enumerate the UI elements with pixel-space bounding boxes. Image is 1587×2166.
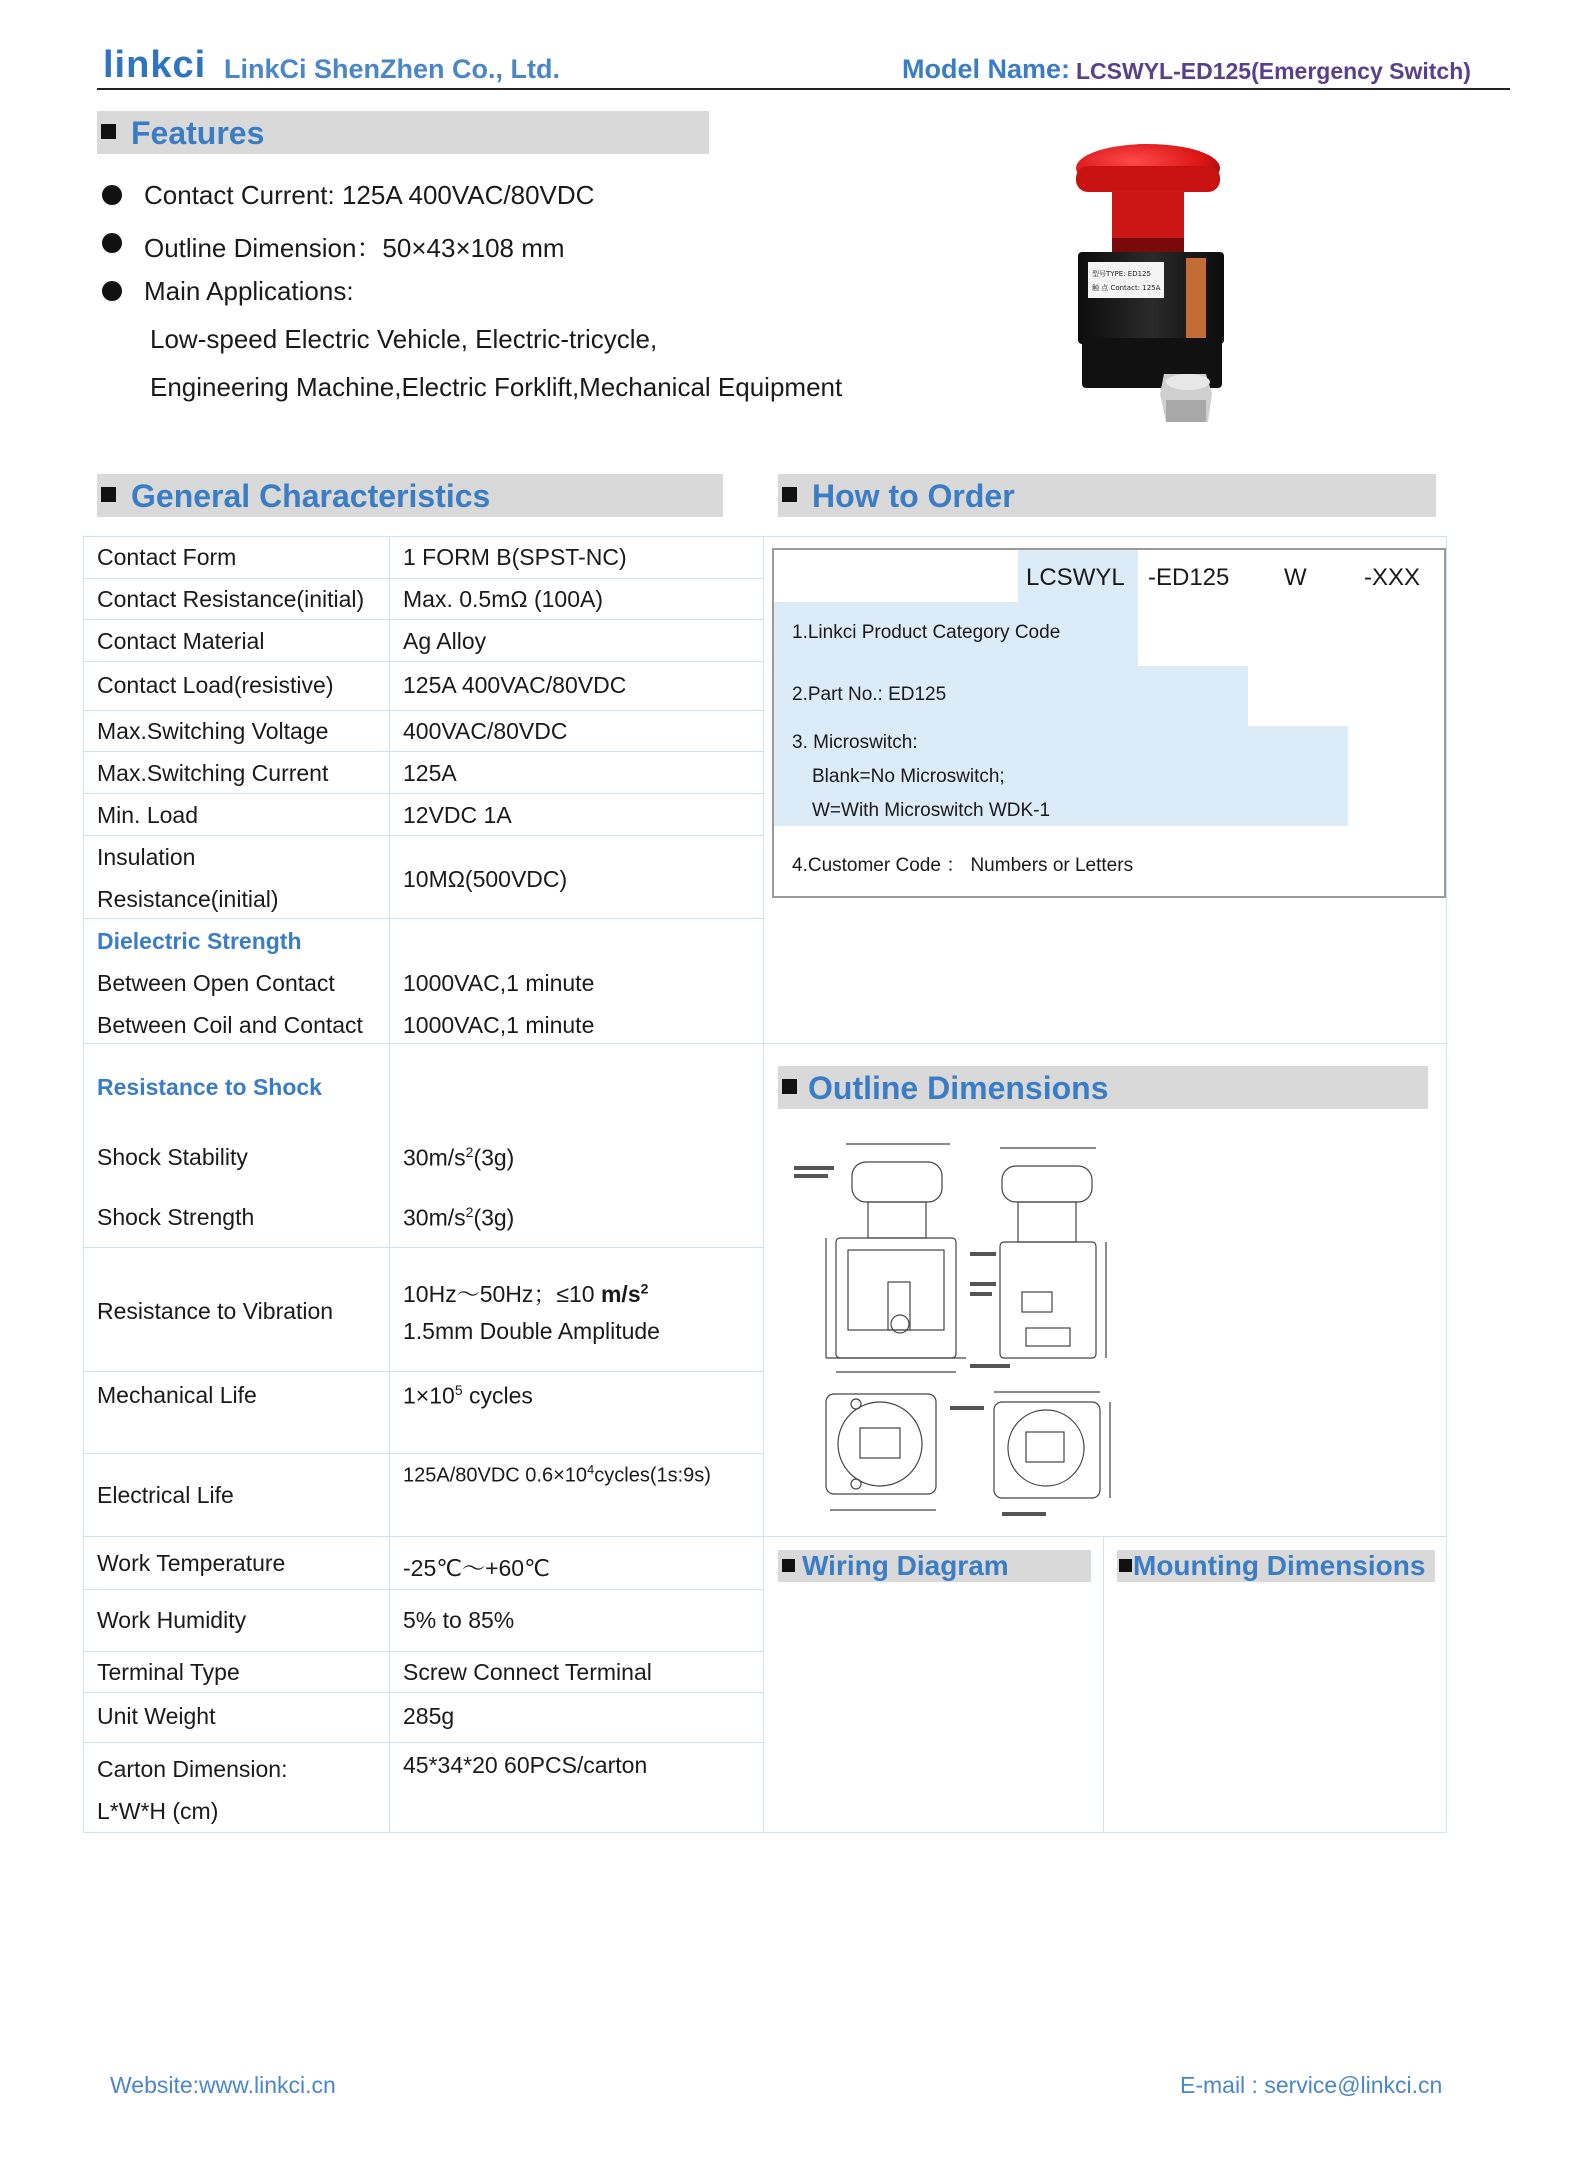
section-square-icon xyxy=(782,487,797,502)
feature-item: Main Applications: xyxy=(144,276,354,306)
order-code-part: W xyxy=(1284,564,1307,591)
spec-value: 125A/80VDC $0.6\times 10^4cycles(1s:9s)$ xyxy=(403,1462,711,1487)
spec-value: Max. 0.5mΩ (100A) xyxy=(403,586,603,612)
spec-label: Shock Stability xyxy=(97,1144,248,1170)
section-title: General Characteristics xyxy=(131,478,491,514)
how-to-order-box xyxy=(772,548,1446,898)
features-section-header xyxy=(97,111,709,154)
bullet-icon xyxy=(102,281,122,301)
spec-value: 10MΩ(500VDC) xyxy=(403,866,568,892)
section-square-icon xyxy=(101,487,116,502)
order-code-part: -ED125 xyxy=(1148,564,1230,591)
spec-label: Contact Material xyxy=(97,628,265,654)
spec-label: Insulation xyxy=(97,844,196,870)
spec-label: Max.Switching Voltage xyxy=(97,718,329,744)
spec-group-title: Dielectric Strength xyxy=(97,928,302,954)
order-section-header xyxy=(778,474,1436,517)
spec-label: Terminal Type xyxy=(97,1659,240,1685)
spec-label: Shock Strength xyxy=(97,1204,255,1230)
spec-label: Contact Form xyxy=(97,544,237,570)
spec-value: Ag Alloy xyxy=(403,628,487,654)
spec-label: Between Coil and Contact xyxy=(97,1012,363,1038)
spec-label: Between Open Contact xyxy=(97,970,335,996)
spec-label: Contact Load(resistive) xyxy=(97,672,334,698)
bullet-icon xyxy=(102,185,122,205)
footer-email[interactable]: E-mail : service@linkci.cn xyxy=(1180,2072,1443,2098)
spec-label: L*W*H (cm) xyxy=(97,1798,219,1824)
spec-value: 12VDC 1A xyxy=(403,802,512,828)
mounting-section-header xyxy=(1117,1550,1435,1582)
spec-value: $30m/s^2(3g)$ xyxy=(403,1204,515,1231)
spec-value: 1000VAC,1 minute xyxy=(403,1012,595,1038)
order-line: 4.Customer Code ： Numbers or Letters xyxy=(792,855,1134,876)
section-square-icon xyxy=(101,124,116,139)
spec-label: Max.Switching Current xyxy=(97,760,329,786)
spec-value: $1\times 10^5$ cycles xyxy=(403,1382,533,1409)
outline-section-header xyxy=(778,1066,1428,1109)
spec-value: Screw Connect Terminal xyxy=(403,1659,652,1685)
spec-value: -25℃～+60℃ xyxy=(403,1555,550,1581)
general-section-header xyxy=(97,474,723,517)
spec-value: 125A xyxy=(403,760,457,786)
product-label-line: 触 点 Contact: 125A xyxy=(1092,284,1161,292)
outline-dimensions-drawing xyxy=(790,1132,1120,1522)
spec-label: Electrical Life xyxy=(97,1482,234,1508)
company-name: LinkCi ShenZhen Co., Ltd. xyxy=(224,54,560,84)
spec-label: Carton Dimension: xyxy=(97,1756,288,1782)
spec-value: $30m/s^2(3g)$ xyxy=(403,1144,515,1171)
feature-item: Contact Current: 125A 400VAC/80VDC xyxy=(144,180,595,210)
product-photo xyxy=(1068,138,1236,426)
company-logo: linkci xyxy=(103,44,207,86)
spec-value: 400VAC/80VDC xyxy=(403,718,568,744)
footer-website[interactable]: Website:www.linkci.cn xyxy=(110,2072,336,2098)
section-square-icon xyxy=(782,1079,797,1094)
spec-label: Mechanical Life xyxy=(97,1382,257,1408)
section-title: Mounting Dimensions xyxy=(1133,1550,1426,1581)
order-line: Blank=No Microswitch; xyxy=(812,766,1005,787)
section-title: Features xyxy=(131,115,265,151)
order-code-part: LCSWYL xyxy=(1026,564,1125,591)
feature-item: Outline Dimension：50×43×108 mm xyxy=(144,233,565,263)
spec-label: Contact Resistance(initial) xyxy=(97,586,365,612)
model-name-value: LCSWYL-ED125(Emergency Switch) xyxy=(1076,58,1471,84)
spec-label: Min. Load xyxy=(97,802,199,828)
section-square-icon xyxy=(1119,1559,1132,1572)
section-square-icon xyxy=(782,1559,795,1572)
section-title: Wiring Diagram xyxy=(802,1550,1009,1581)
spec-value: 1.5mm Double Amplitude xyxy=(403,1318,660,1344)
header-rule xyxy=(97,88,1510,90)
section-title: Outline Dimensions xyxy=(808,1070,1109,1106)
spec-label: Work Temperature xyxy=(97,1550,286,1576)
spec-label: Work Humidity xyxy=(97,1607,247,1633)
spec-value: 5% to 85% xyxy=(403,1607,515,1633)
spec-value: 1000VAC,1 minute xyxy=(403,970,595,996)
spec-label: Unit Weight xyxy=(97,1703,216,1729)
order-line: W=With Microswitch WDK-1 xyxy=(812,800,1051,821)
spec-value: 1 FORM B(SPST-NC) xyxy=(403,544,627,570)
application-line: Engineering Machine,Electric Forklift,Mechanical Equipment xyxy=(150,372,843,402)
wiring-section-header xyxy=(778,1550,1091,1582)
spec-value: 125A 400VAC/80VDC xyxy=(403,672,627,698)
order-code-part: -XXX xyxy=(1364,564,1421,591)
spec-value: 45*34*20 60PCS/carton xyxy=(403,1752,648,1778)
spec-label: Resistance to Vibration xyxy=(97,1298,334,1324)
spec-group-title: Resistance to Shock xyxy=(97,1074,322,1100)
section-title: How to Order xyxy=(812,478,1015,514)
bullet-icon xyxy=(102,233,122,253)
product-label-line: 型号TYPE: ED125 xyxy=(1092,270,1151,278)
spec-label: Resistance(initial) xyxy=(97,886,279,912)
spec-value: 285g xyxy=(403,1703,455,1729)
spec-value: 10Hz～50Hz；≤10 $m/s^2$ xyxy=(403,1280,649,1307)
order-line: 2.Part No.: ED125 xyxy=(792,684,947,705)
model-name-label: Model Name: xyxy=(902,54,1071,84)
order-line: 3. Microswitch: xyxy=(792,732,918,753)
application-line: Low-speed Electric Vehicle, Electric-tricycle, xyxy=(150,324,658,354)
order-line: 1.Linkci Product Category Code xyxy=(792,622,1061,643)
